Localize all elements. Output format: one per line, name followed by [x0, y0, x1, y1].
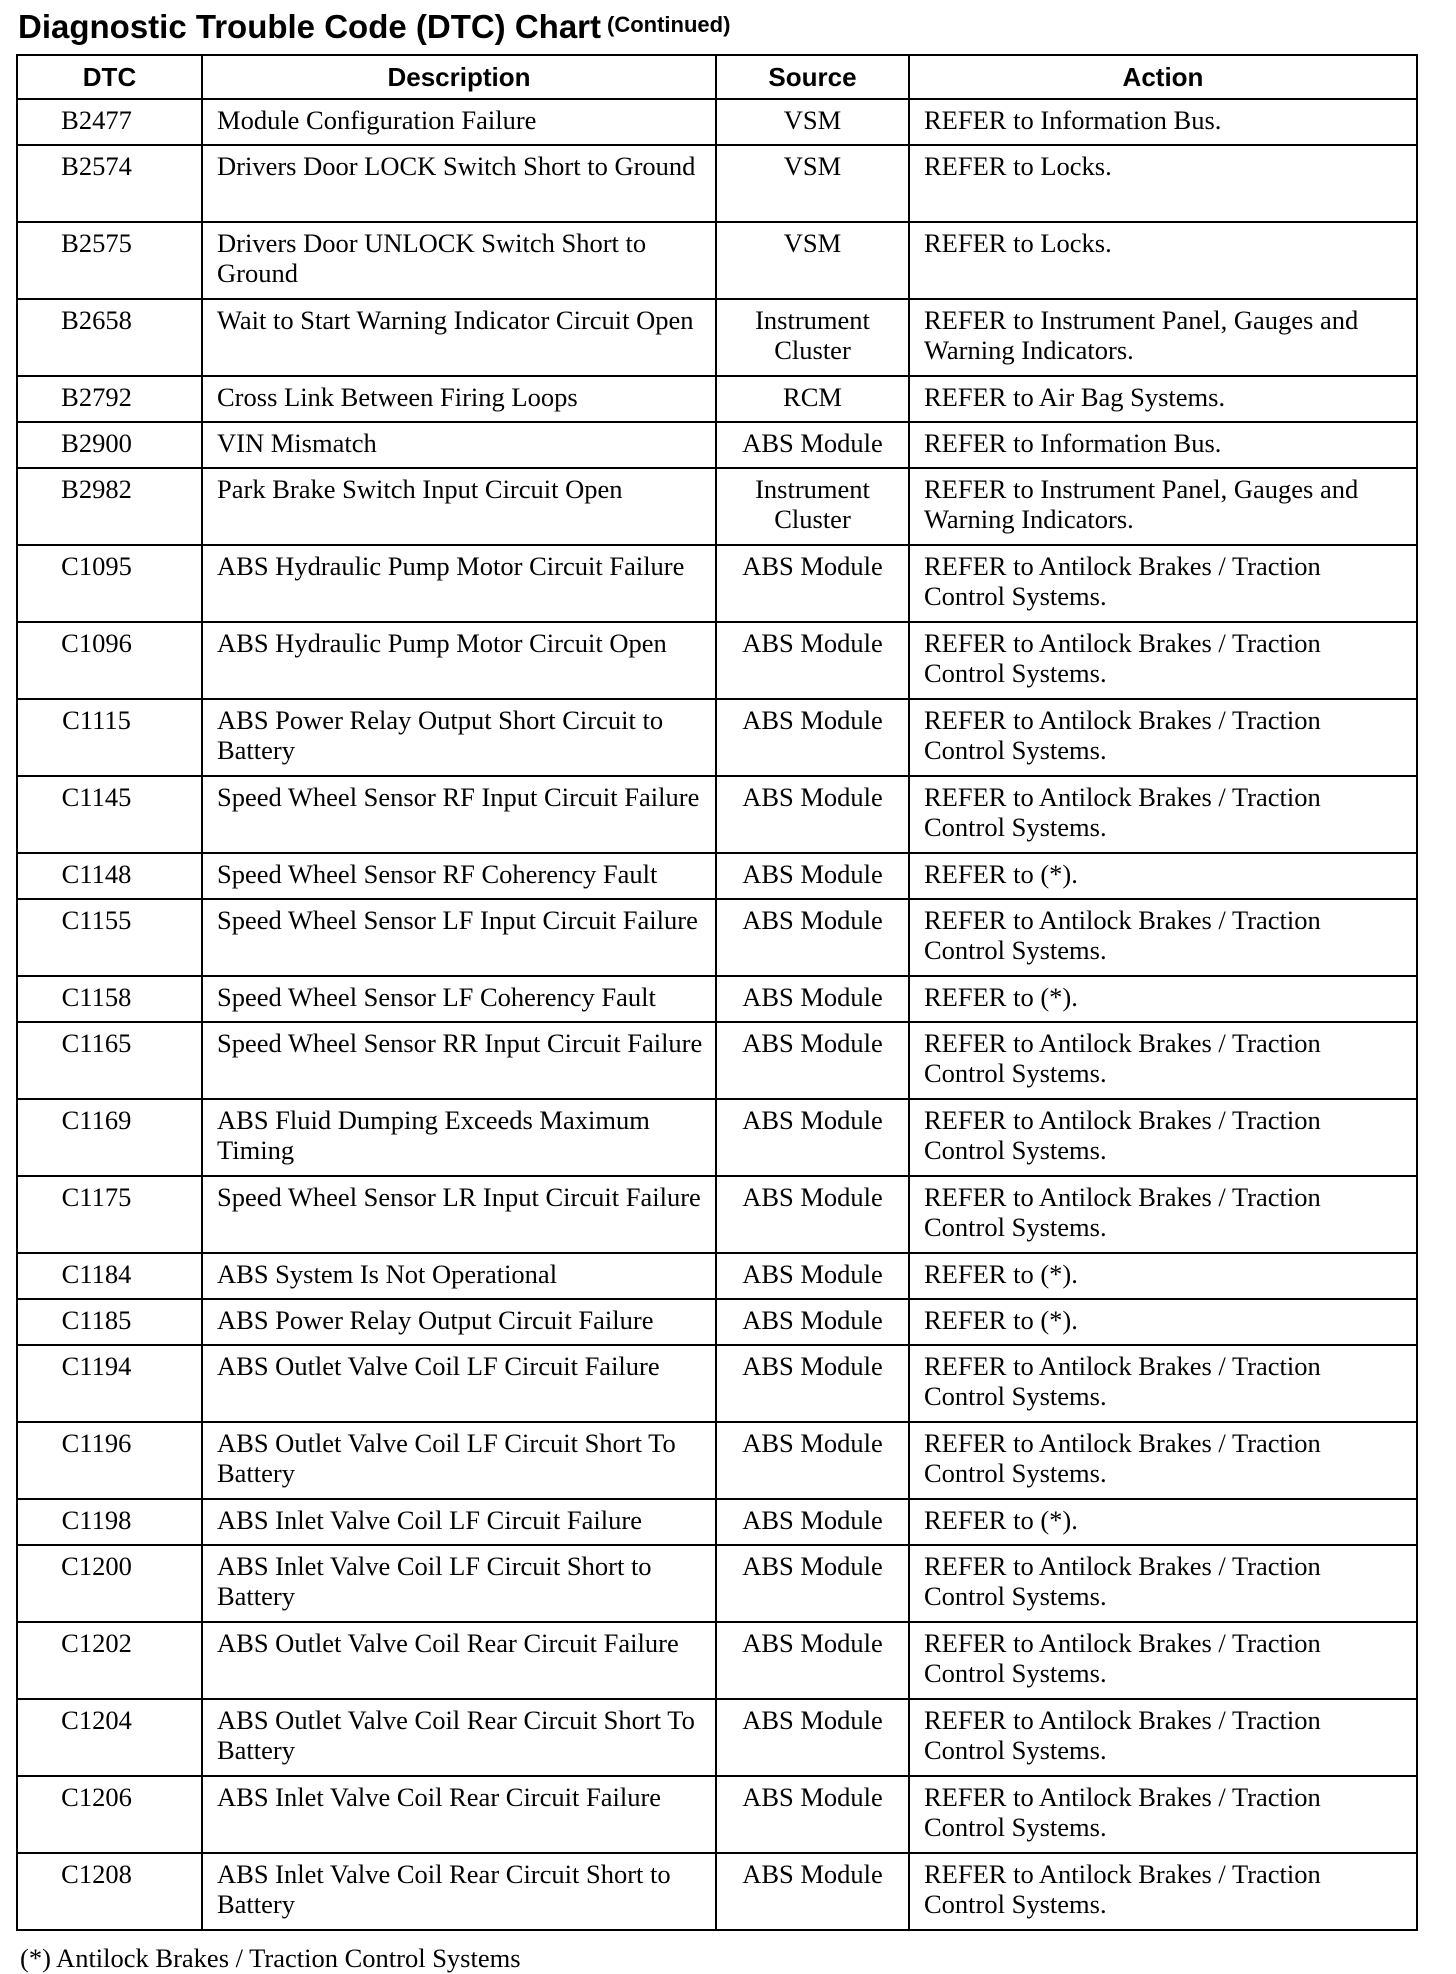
dtc-source: ABS Module — [716, 422, 909, 468]
dtc-action: REFER to Antilock Brakes / Traction Control Systems. — [909, 1622, 1417, 1699]
dtc-code: C1200 — [17, 1545, 202, 1622]
dtc-action: REFER to Antilock Brakes / Traction Control Systems. — [909, 899, 1417, 976]
table-row — [17, 422, 1417, 468]
table-row — [17, 1622, 1417, 1699]
footnote: (*) Antilock Brakes / Traction Control Systems — [20, 1943, 521, 1973]
document-page — [16, 0, 1416, 1974]
dtc-code: C1169 — [17, 1099, 202, 1176]
dtc-action: REFER to Air Bag Systems. — [909, 376, 1417, 422]
dtc-action: REFER to Instrument Panel, Gauges and Warning Indicators. — [909, 468, 1417, 545]
dtc-description: Cross Link Between Firing Loops — [202, 376, 716, 422]
table-row — [17, 1253, 1417, 1299]
header-dtc: DTC — [17, 55, 202, 99]
dtc-description: Speed Wheel Sensor LF Coherency Fault — [202, 976, 716, 1022]
dtc-description: ABS Inlet Valve Coil LF Circuit Failure — [202, 1499, 716, 1545]
dtc-code: B2792 — [17, 376, 202, 422]
dtc-source: ABS Module — [716, 699, 909, 776]
dtc-source: ABS Module — [716, 1545, 909, 1622]
dtc-source: ABS Module — [716, 1176, 909, 1253]
dtc-description: ABS Outlet Valve Coil LF Circuit Failure — [202, 1345, 716, 1422]
dtc-source: VSM — [716, 145, 909, 222]
dtc-source: Instrument Cluster — [716, 299, 909, 376]
dtc-source: ABS Module — [716, 1499, 909, 1545]
dtc-action: REFER to (*). — [909, 1499, 1417, 1545]
header-source: Source — [716, 55, 909, 99]
dtc-code: C1165 — [17, 1022, 202, 1099]
dtc-action: REFER to Antilock Brakes / Traction Control Systems. — [909, 1422, 1417, 1499]
table-body — [17, 99, 1417, 1930]
dtc-description: ABS Outlet Valve Coil Rear Circuit Failure — [202, 1622, 716, 1699]
dtc-action: REFER to Antilock Brakes / Traction Control Systems. — [909, 776, 1417, 853]
header-row — [17, 55, 1417, 99]
table-row — [17, 1345, 1417, 1422]
dtc-action: REFER to Antilock Brakes / Traction Control Systems. — [909, 545, 1417, 622]
dtc-description: ABS Power Relay Output Circuit Failure — [202, 1299, 716, 1345]
dtc-description: Speed Wheel Sensor LR Input Circuit Failure — [202, 1176, 716, 1253]
dtc-source: ABS Module — [716, 976, 909, 1022]
dtc-action: REFER to Instrument Panel, Gauges and Warning Indicators. — [909, 299, 1417, 376]
dtc-description: Drivers Door LOCK Switch Short to Ground — [202, 145, 716, 222]
dtc-description: ABS Hydraulic Pump Motor Circuit Open — [202, 622, 716, 699]
dtc-source: ABS Module — [716, 1776, 909, 1853]
dtc-code: C1115 — [17, 699, 202, 776]
page-title — [18, 10, 1416, 54]
dtc-source: ABS Module — [716, 1422, 909, 1499]
dtc-action: REFER to Antilock Brakes / Traction Control Systems. — [909, 1776, 1417, 1853]
dtc-action: REFER to (*). — [909, 853, 1417, 899]
dtc-code: C1145 — [17, 776, 202, 853]
table-row — [17, 853, 1417, 899]
dtc-source: ABS Module — [716, 1699, 909, 1776]
table-row — [17, 299, 1417, 376]
dtc-action: REFER to Locks. — [909, 145, 1417, 222]
dtc-source: ABS Module — [716, 1253, 909, 1299]
dtc-action: REFER to (*). — [909, 1299, 1417, 1345]
dtc-action: REFER to Antilock Brakes / Traction Control Systems. — [909, 1176, 1417, 1253]
table-row — [17, 1299, 1417, 1345]
dtc-description: ABS Outlet Valve Coil LF Circuit Short To Battery — [202, 1422, 716, 1499]
dtc-code: C1196 — [17, 1422, 202, 1499]
dtc-action: REFER to Antilock Brakes / Traction Control Systems. — [909, 1853, 1417, 1930]
dtc-description: Speed Wheel Sensor RF Input Circuit Failure — [202, 776, 716, 853]
dtc-action: REFER to Antilock Brakes / Traction Control Systems. — [909, 1699, 1417, 1776]
table-row — [17, 776, 1417, 853]
dtc-description: ABS Inlet Valve Coil Rear Circuit Failure — [202, 1776, 716, 1853]
dtc-description: VIN Mismatch — [202, 422, 716, 468]
dtc-source: RCM — [716, 376, 909, 422]
dtc-table — [16, 54, 1418, 1931]
header-action: Action — [909, 55, 1417, 99]
dtc-source: ABS Module — [716, 1622, 909, 1699]
dtc-code: B2575 — [17, 222, 202, 299]
table-row — [17, 1099, 1417, 1176]
dtc-code: C1204 — [17, 1699, 202, 1776]
dtc-action: REFER to (*). — [909, 1253, 1417, 1299]
dtc-description: ABS Hydraulic Pump Motor Circuit Failure — [202, 545, 716, 622]
table-row — [17, 1853, 1417, 1930]
dtc-source: VSM — [716, 222, 909, 299]
dtc-code: B2900 — [17, 422, 202, 468]
dtc-description: Wait to Start Warning Indicator Circuit Open — [202, 299, 716, 376]
dtc-code: C1194 — [17, 1345, 202, 1422]
dtc-code: C1208 — [17, 1853, 202, 1930]
dtc-code: C1158 — [17, 976, 202, 1022]
dtc-code: C1096 — [17, 622, 202, 699]
dtc-code: B2574 — [17, 145, 202, 222]
dtc-action: REFER to Antilock Brakes / Traction Control Systems. — [909, 622, 1417, 699]
dtc-code: B2982 — [17, 468, 202, 545]
dtc-code: B2658 — [17, 299, 202, 376]
dtc-description: ABS Inlet Valve Coil LF Circuit Short to Battery — [202, 1545, 716, 1622]
table-row — [17, 1022, 1417, 1099]
dtc-code: C1095 — [17, 545, 202, 622]
table-row — [17, 622, 1417, 699]
dtc-description: ABS Fluid Dumping Exceeds Maximum Timing — [202, 1099, 716, 1176]
dtc-action: REFER to Information Bus. — [909, 99, 1417, 145]
dtc-description: Module Configuration Failure — [202, 99, 716, 145]
dtc-code: C1175 — [17, 1176, 202, 1253]
dtc-code: C1184 — [17, 1253, 202, 1299]
dtc-source: ABS Module — [716, 899, 909, 976]
table-row — [17, 699, 1417, 776]
table-row — [17, 976, 1417, 1022]
table-row — [17, 1176, 1417, 1253]
table-row — [17, 1499, 1417, 1545]
dtc-action: REFER to Information Bus. — [909, 422, 1417, 468]
dtc-action: REFER to Antilock Brakes / Traction Control Systems. — [909, 1022, 1417, 1099]
dtc-action: REFER to Antilock Brakes / Traction Control Systems. — [909, 1545, 1417, 1622]
table-header — [17, 55, 1417, 99]
dtc-description: ABS System Is Not Operational — [202, 1253, 716, 1299]
dtc-source: ABS Module — [716, 1022, 909, 1099]
header-description: Description — [202, 55, 716, 99]
dtc-description: Drivers Door UNLOCK Switch Short to Ground — [202, 222, 716, 299]
dtc-description: Speed Wheel Sensor RR Input Circuit Failure — [202, 1022, 716, 1099]
table-row — [17, 899, 1417, 976]
dtc-description: Park Brake Switch Input Circuit Open — [202, 468, 716, 545]
dtc-code: C1202 — [17, 1622, 202, 1699]
dtc-code: C1185 — [17, 1299, 202, 1345]
dtc-source: ABS Module — [716, 776, 909, 853]
dtc-code: C1206 — [17, 1776, 202, 1853]
dtc-action: REFER to (*). — [909, 976, 1417, 1022]
title-text: Diagnostic Trouble Code (DTC) Chart — [18, 8, 602, 45]
dtc-source: ABS Module — [716, 1345, 909, 1422]
dtc-description: Speed Wheel Sensor RF Coherency Fault — [202, 853, 716, 899]
table-row — [17, 99, 1417, 145]
table-row — [17, 376, 1417, 422]
dtc-action: REFER to Antilock Brakes / Traction Control Systems. — [909, 1099, 1417, 1176]
table-row — [17, 1422, 1417, 1499]
dtc-code: C1148 — [17, 853, 202, 899]
dtc-source: ABS Module — [716, 545, 909, 622]
dtc-code: B2477 — [17, 99, 202, 145]
table-row — [17, 468, 1417, 545]
table-row — [17, 145, 1417, 222]
dtc-source: VSM — [716, 99, 909, 145]
table-row — [17, 545, 1417, 622]
dtc-code: C1155 — [17, 899, 202, 976]
dtc-code: C1198 — [17, 1499, 202, 1545]
dtc-action: REFER to Antilock Brakes / Traction Control Systems. — [909, 1345, 1417, 1422]
dtc-source: ABS Module — [716, 853, 909, 899]
dtc-description: ABS Power Relay Output Short Circuit to Battery — [202, 699, 716, 776]
dtc-source: ABS Module — [716, 1853, 909, 1930]
dtc-source: ABS Module — [716, 1299, 909, 1345]
dtc-description: Speed Wheel Sensor LF Input Circuit Failure — [202, 899, 716, 976]
title-subtitle: (Continued) — [607, 12, 731, 37]
dtc-action: REFER to Locks. — [909, 222, 1417, 299]
dtc-source: ABS Module — [716, 1099, 909, 1176]
table-row — [17, 1699, 1417, 1776]
dtc-description: ABS Outlet Valve Coil Rear Circuit Short To Battery — [202, 1699, 716, 1776]
dtc-source: ABS Module — [716, 622, 909, 699]
dtc-description: ABS Inlet Valve Coil Rear Circuit Short to Battery — [202, 1853, 716, 1930]
table-row — [17, 1545, 1417, 1622]
dtc-source: Instrument Cluster — [716, 468, 909, 545]
table-row — [17, 222, 1417, 299]
table-row — [17, 1776, 1417, 1853]
dtc-action: REFER to Antilock Brakes / Traction Control Systems. — [909, 699, 1417, 776]
